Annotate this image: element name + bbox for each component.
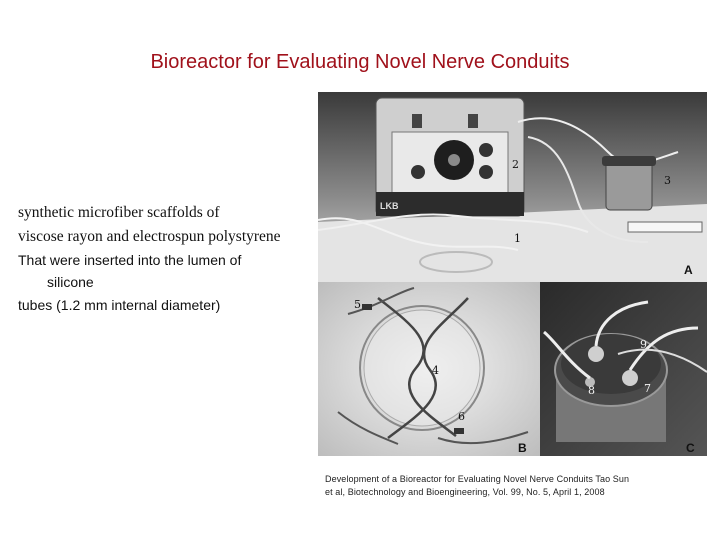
- bioreactor-figure: [318, 92, 707, 456]
- body-line-1: synthetic microfiber scaffolds of: [18, 204, 220, 221]
- caption-line-1: Development of a Bioreactor for Evaluating Novel Nerve Conduits Tao Sun: [325, 474, 630, 484]
- part-number-8: 8: [588, 384, 595, 397]
- part-number-3: 3: [664, 174, 671, 187]
- part-number-5: 5: [354, 298, 361, 311]
- part-number-6: 6: [458, 410, 465, 423]
- body-line-2: viscose rayon and electrospun polystyrene: [18, 228, 281, 245]
- body-line-5: tubes (1.2 mm internal diameter): [18, 297, 221, 313]
- body-line-4: silicone: [47, 274, 94, 290]
- part-number-4: 4: [432, 364, 439, 377]
- panel-a-photo: [318, 92, 707, 282]
- part-number-9: 9: [640, 338, 647, 351]
- pump-brand-label: LKB: [380, 201, 399, 211]
- panel-c-photo: [540, 282, 707, 456]
- panel-b-photo: [318, 282, 540, 456]
- caption-line-2: et al, Biotechnology and Bioengineering, Vol. 99, No. 5, April 1, 2008: [325, 487, 605, 497]
- part-number-2: 2: [512, 158, 519, 171]
- bioreactor-photo-composite: [318, 92, 707, 456]
- panel-label-a: A: [684, 263, 693, 277]
- slide-title: Bioreactor for Evaluating Novel Nerve Conduits: [150, 51, 570, 73]
- body-line-3: That were inserted into the lumen of: [18, 252, 242, 268]
- panel-label-c: C: [686, 441, 695, 455]
- panel-label-b: B: [518, 441, 527, 455]
- part-number-7: 7: [644, 382, 651, 395]
- part-number-1: 1: [514, 232, 521, 245]
